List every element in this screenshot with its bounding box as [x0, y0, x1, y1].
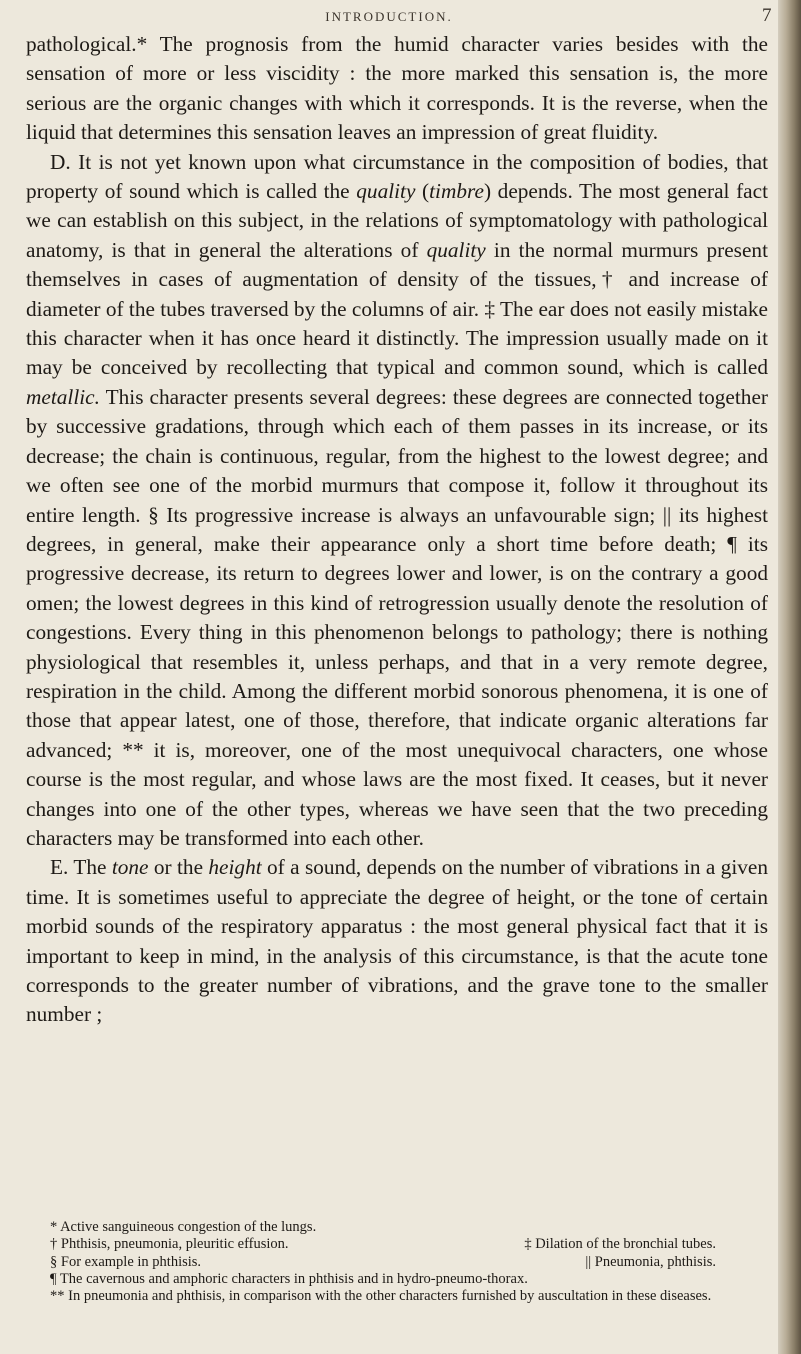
- text-run: This character presents several degrees: these degrees are connected together by successive gradations, through which each of them passes in its increase, or its decrease; the chain is continuous, regular, from the highest to the lowest degree; and we often see one of the morbid murmurs that compose it, follow it throughout its entire length. § Its progressive increase is always an unfavourable sign; || its highest degrees, in general, make their appearance only a short time before death; ¶ its progressive decrease, its return to degrees lower and lower, is on the contrary a good omen; the lowest degrees in this kind of retrogression usually denote the resolution of congestions. Every thing in this phenomenon belongs to pathology; there is nothing physiological that resembles it, unless perhaps, and that in a very remote degree, respiration in the child. Among the different morbid sonorous phenomena, it is one of those that appear latest, one of those, therefore, that indicate organic alterations far advanced; ** it is, moreover, one of the most unequivocal characters, one whose course is the most regular, and whose laws are the most fixed. It ceases, but it never changes into one of the other types, whereas we have seen that the two preceding characters may be transformed into each other.: [26, 384, 768, 850]
- text-run: or the: [148, 855, 209, 880]
- paragraph-e-tone: [26, 853, 768, 1029]
- italic-term-quality: quality: [426, 237, 486, 262]
- book-edge: [778, 0, 801, 1354]
- paragraph-d-quality: [26, 148, 768, 854]
- paragraph-continuation: pathological.* The prognosis from the humid character varies besides with the sensation of more or less viscidity : the more marked this sensation is, the more serious are the organic changes with which it corresponds. It is the reverse, when the liquid that determines this sensation leaves an impression of great fluidity.: [26, 32, 768, 145]
- italic-term-quality: quality: [356, 179, 416, 204]
- italic-term-timbre: timbre: [429, 179, 484, 204]
- page-number: 7: [762, 5, 772, 26]
- footnote: ¶ The cavernous and amphoric characters in phthisis and in hydro-pneumo-thorax.: [50, 1270, 528, 1287]
- text-run: E. The: [50, 855, 112, 880]
- italic-term-tone: tone: [111, 855, 149, 880]
- footnote: ‡ Dilation of the bronchial tubes.: [524, 1236, 716, 1253]
- italic-term-metallic: metallic.: [26, 384, 100, 409]
- body-text: [26, 30, 768, 1030]
- footnote-row: [26, 1254, 716, 1271]
- italic-term-height: height: [208, 855, 262, 880]
- running-head: [0, 5, 778, 27]
- footnote: † Phthisis, pneumonia, pleuritic effusion.: [50, 1236, 289, 1253]
- footnote: * Active sanguineous congestion of the lungs.: [50, 1219, 317, 1235]
- text-run: (: [415, 179, 430, 204]
- footnotes: [26, 1219, 768, 1305]
- footnote: ** In pneumonia and phthisis, in comparison with the other characters furnished by auscultation in these diseases.: [50, 1288, 712, 1305]
- footnote-row: [26, 1236, 716, 1253]
- text-run: in the normal murmurs present themselves in cases of augmentation of density of the tissues,† and increase of diameter of the tubes traversed by the columns of air. ‡ The ear does not easily mistake this character when it has once heard it distinctly. The impression usually made on it may be conceived by recollecting that typical and common sound, which is called: [26, 237, 768, 380]
- running-title: INTRODUCTION.: [325, 9, 453, 24]
- footnote: || Pneumonia, phthisis.: [585, 1253, 716, 1270]
- text-run: ) depends. The most general fact we can establish on this subject, in the relations of symptomatology with pathological anatomy, is that in general the alterations of: [26, 179, 769, 262]
- footnote: § For example in phthisis.: [50, 1253, 202, 1270]
- text-run: of a sound, depends on the number of vibrations in a given time. It is sometimes useful to appreciate the degree of height, or the tone of certain morbid sounds of the respiratory apparatus : the most general physical fact that it is important to keep in mind, in the analysis of this circumstance, is that the acute tone corresponds to the greater number of vibrations, and the grave tone to the smaller number ;: [26, 855, 768, 1027]
- text-run: D. It is not yet known upon what circumstance in the composition of bodies, that property of sound which is called the: [26, 149, 768, 204]
